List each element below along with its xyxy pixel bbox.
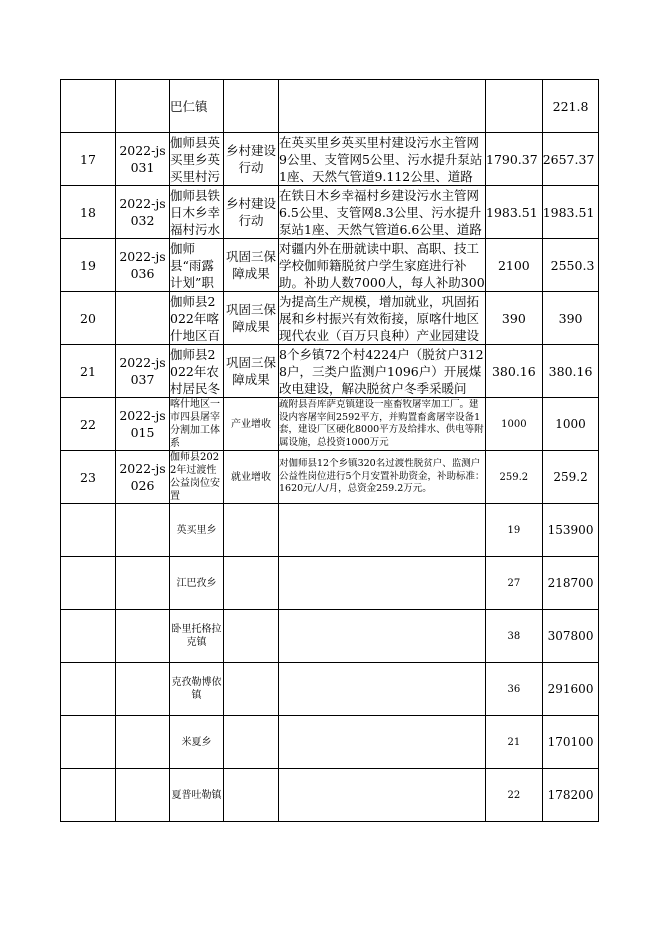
cell-type: [224, 769, 279, 822]
cell-amount-b: 1000: [542, 398, 599, 451]
cell-code: 2022-js037: [116, 345, 170, 398]
cell-code: [116, 80, 170, 133]
table-row: [61, 133, 599, 186]
cell-amount-a: 36: [486, 663, 543, 716]
cell-type: 巩固三保障成果: [224, 345, 279, 398]
cell-project-name: 伽师县英买里乡英买里村污: [170, 133, 224, 186]
cell-township: 米夏乡: [170, 716, 224, 769]
cell-content: 在铁日木乡幸福村乡建设污水主管网6.5公里、支管网8.3公里、污水提升泵站1座、天然气管道6.6公里、道路: [279, 186, 486, 239]
table-row: [61, 398, 599, 451]
table-row: [61, 292, 599, 345]
cell-type: [224, 610, 279, 663]
cell-amount-a: 2100: [486, 239, 543, 292]
cell-amount-b: 390: [542, 292, 599, 345]
cell-amount-b: 1983.51: [542, 186, 599, 239]
cell-content: [279, 769, 486, 822]
cell-content: [279, 504, 486, 557]
cell-code: [116, 610, 170, 663]
cell-amount-a: 1000: [486, 398, 543, 451]
cell-township: 英买里乡: [170, 504, 224, 557]
cell-amount-b: 153900: [542, 504, 599, 557]
cell-code: [116, 557, 170, 610]
table-row: [61, 610, 599, 663]
cell-type: 乡村建设行动: [224, 186, 279, 239]
table-row: [61, 716, 599, 769]
cell-project-name: 伽师县2022年喀什地区百: [170, 292, 224, 345]
cell-type: 乡村建设行动: [224, 133, 279, 186]
cell-amount-a: 19: [486, 504, 543, 557]
cell-township: 夏普吐勒镇: [170, 769, 224, 822]
cell-type: [224, 80, 279, 133]
table-row: [61, 557, 599, 610]
cell-amount-a: 1790.37: [486, 133, 543, 186]
cell-amount-b: 178200: [542, 769, 599, 822]
cell-content: 8个乡镇72个村4224户（脱贫户3128户，三类户监测户1096户）开展煤改电建设，解决脱贫户冬季采暖问: [279, 346, 484, 396]
cell-code: [116, 716, 170, 769]
cell-amount-a: 22: [486, 769, 543, 822]
cell-content: [279, 610, 486, 663]
cell-township: 卧里托格拉克镇: [170, 610, 224, 663]
cell-type: [224, 663, 279, 716]
cell-content: 对伽师县12个乡镇320名过渡性脱贫户、监测户公益性岗位进行5个月安置补助资金，补助标准：1620元/人/月，总资金259.2万元。: [279, 451, 486, 504]
table-row: [61, 80, 599, 133]
cell-index: 23: [61, 451, 116, 504]
cell-content: [279, 80, 486, 133]
table-row: [61, 504, 599, 557]
cell-amount-a: 21: [486, 716, 543, 769]
cell-amount-b: 291600: [542, 663, 599, 716]
cell-index: 21: [61, 345, 116, 398]
cell-type: [224, 716, 279, 769]
cell-amount-b: 170100: [542, 716, 599, 769]
cell-project-name: 巴仁镇: [170, 80, 224, 133]
cell-type: 巩固三保障成果: [224, 239, 279, 292]
cell-index: [61, 769, 116, 822]
cell-amount-b: 380.16: [542, 345, 599, 398]
cell-amount-b: 2657.37: [542, 133, 599, 186]
cell-index: [61, 80, 116, 133]
cell-type: 就业增收: [224, 451, 279, 504]
cell-amount-a: 259.2: [486, 451, 543, 504]
cell-project-name: 伽师县“雨露计划”职: [170, 239, 224, 292]
cell-code: [116, 769, 170, 822]
cell-index: [61, 716, 116, 769]
cell-township: 克孜勒博依镇: [170, 663, 224, 716]
cell-project-name: 喀什地区一市四县屠宰分割加工体系: [170, 398, 224, 451]
cell-project-name: 伽师县2022年过渡性公益岗位安置: [170, 451, 224, 504]
table-row: [61, 451, 599, 504]
cell-amount-a: 380.16: [486, 345, 543, 398]
spreadsheet-table: [60, 79, 599, 822]
cell-code: 2022-js032: [116, 186, 170, 239]
cell-index: [61, 504, 116, 557]
table-row: [61, 186, 599, 239]
cell-content: 在英买里乡英买里村建设污水主管网9公里、支管网5公里、污水提升泵站1座、天然气管道9.112公里、道路: [279, 133, 486, 186]
table-row: [61, 663, 599, 716]
cell-content: 为提高生产规模，增加就业，巩固拓展和乡村振兴有效衔接，原喀什地区现代农业（百万只良种）产业园建设: [279, 292, 486, 345]
cell-type: 巩固三保障成果: [224, 292, 279, 345]
cell-code: 2022-js026: [116, 451, 170, 504]
cell-index: 18: [61, 186, 116, 239]
cell-amount-b: 218700: [542, 557, 599, 610]
cell-content: [279, 557, 486, 610]
cell-amount-a: 390: [486, 292, 543, 345]
cell-amount-b: 221.8: [542, 80, 599, 133]
cell-index: 19: [61, 239, 116, 292]
cell-amount-a: 27: [486, 557, 543, 610]
cell-index: 20: [61, 292, 116, 345]
cell-index: [61, 557, 116, 610]
cell-project-name: 伽师县铁日木乡幸福村污水: [170, 186, 224, 239]
cell-type: [224, 504, 279, 557]
cell-index: 22: [61, 398, 116, 451]
cell-type: [224, 557, 279, 610]
cell-type: 产业增收: [224, 398, 279, 451]
cell-code: 2022-js036: [116, 239, 170, 292]
cell-index: 17: [61, 133, 116, 186]
cell-amount-a: 1983.51: [486, 186, 543, 239]
table-row: [61, 769, 599, 822]
cell-index: [61, 663, 116, 716]
cell-amount-a: [486, 80, 543, 133]
cell-code: [116, 663, 170, 716]
cell-code: [116, 292, 170, 345]
table-row: [61, 239, 599, 292]
cell-amount-b: 307800: [542, 610, 599, 663]
cell-index: [61, 610, 116, 663]
cell-code: [116, 504, 170, 557]
cell-township: 江巴孜乡: [170, 557, 224, 610]
cell-content: [279, 663, 486, 716]
table-row: [61, 345, 599, 398]
cell-content: [279, 716, 486, 769]
cell-content: 疏附县吾库萨克镇建设一座畜牧屠宰加工厂。建设内容屠宰间2592平方，并购置畜禽屠宰设备1套，建设厂区硬化8000平方及给排水、供电等附属设施，总投资1000万元: [279, 398, 486, 451]
cell-project-name: 伽师县2022年农村居民冬: [170, 345, 224, 398]
cell-amount-b: 259.2: [542, 451, 599, 504]
cell-content: 对疆内外在册就读中职、高职、技工学校伽师籍脱贫户学生家庭进行补助。补助人数7000人，每人补助300: [279, 240, 485, 290]
cell-code: 2022-js031: [116, 133, 170, 186]
cell-amount-b: 2550.3: [542, 239, 599, 292]
cell-amount-a: 38: [486, 610, 543, 663]
cell-code: 2022-js015: [116, 398, 170, 451]
